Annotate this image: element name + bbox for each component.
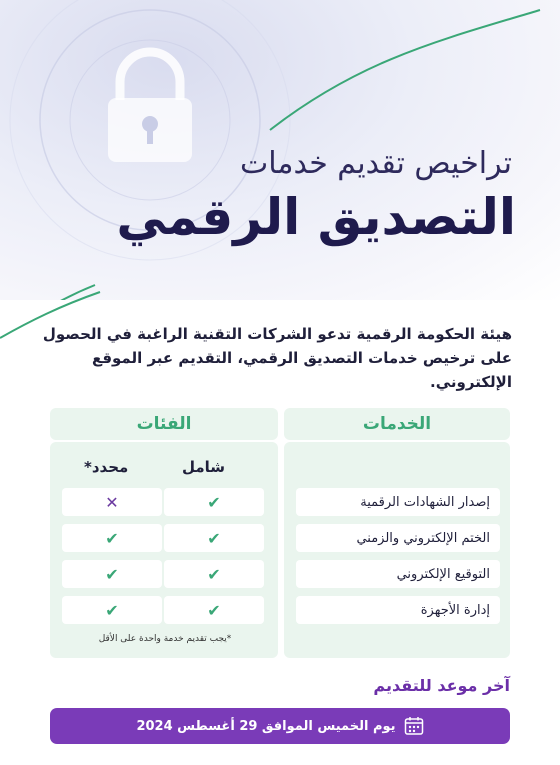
categories-header: الفئات — [50, 408, 278, 440]
column-limited-label: محدد* — [84, 458, 129, 476]
check-icon: ✔ — [164, 596, 264, 624]
check-icon: ✔ — [164, 560, 264, 588]
services-header: الخدمات — [284, 408, 510, 440]
deadline-label: آخر موعد للتقديم — [373, 676, 510, 695]
service-row-4: إدارة الأجهزة — [296, 596, 500, 624]
page-subtitle: تراخيص تقديم خدمات — [240, 146, 512, 181]
footnote: *يجب تقديم خدمة واحدة على الأقل — [98, 634, 232, 644]
cross-icon: ✕ — [62, 488, 162, 516]
intro-paragraph: هيئة الحكومة الرقمية تدعو الشركات التقنية الراغبة في الحصول على ترخيص خدمات التصديق الرقمي، التقديم عبر الموقع الإلكتروني. — [42, 325, 512, 391]
page-title: التصديق الرقمي — [116, 188, 516, 246]
service-row-3: التوقيع الإلكتروني — [296, 560, 500, 588]
service-row-1: إصدار الشهادات الرقمية — [296, 488, 500, 516]
column-full-label: شامل — [182, 458, 226, 476]
service-row-2: الختم الإلكتروني والزمني — [296, 524, 500, 552]
check-icon: ✔ — [164, 524, 264, 552]
check-icon: ✔ — [62, 596, 162, 624]
deadline-date: يوم الخميس الموافق 29 أغسطس 2024 — [136, 718, 396, 734]
calendar-icon — [404, 716, 424, 736]
check-icon: ✔ — [62, 560, 162, 588]
check-icon: ✔ — [62, 524, 162, 552]
deadline-bar — [50, 708, 510, 744]
check-icon: ✔ — [164, 488, 264, 516]
